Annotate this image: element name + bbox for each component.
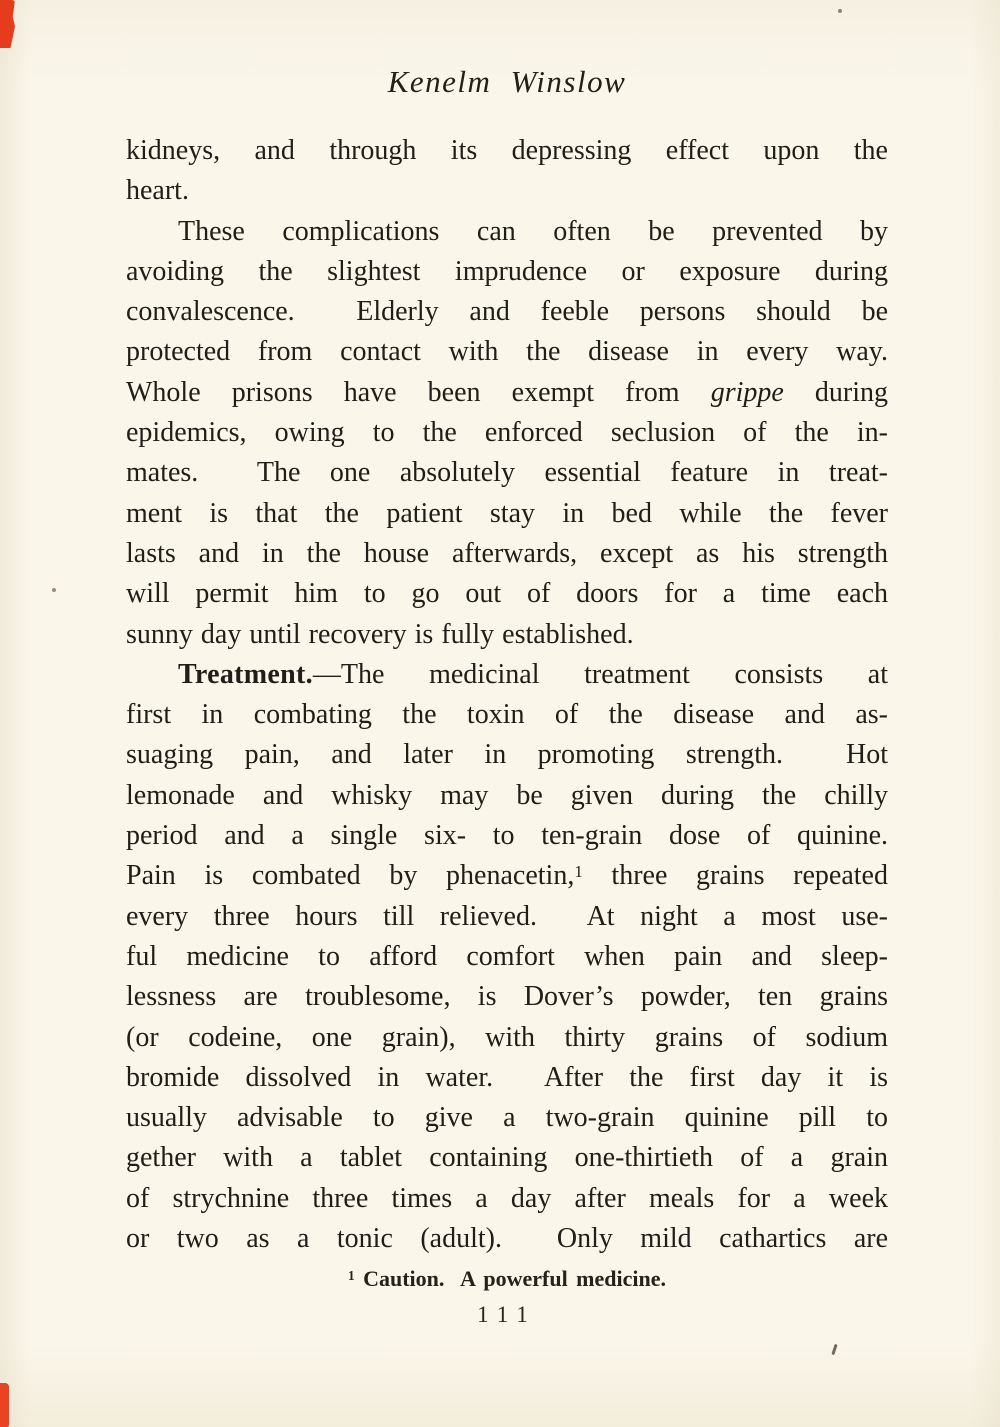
text-line: convalescence. Elderly and feeble persons should be <box>126 296 888 328</box>
text-line: ful medicine to afford comfort when pain and sleep- <box>126 940 888 972</box>
text-line: Pain is combated by phenacetin,$^1$ three grains repeated <box>126 860 888 892</box>
text-line: of strychnine three times a day after meals for a week <box>126 1182 888 1214</box>
text-line: ment is that the patient stay in bed while the fever <box>126 497 888 529</box>
text-line: Treatment.—The medicinal treatment consists at <box>178 658 888 690</box>
paragraph <box>126 655 888 1259</box>
scan-speck <box>838 9 842 13</box>
text-line: every three hours till relieved. At night a most use- <box>126 900 888 932</box>
text-line: lessness are troublesome, is Dover’s powder, ten grains <box>126 981 888 1013</box>
text-line: lemonade and whisky may be given during the chilly <box>126 779 888 811</box>
text-line: heart. <box>126 175 189 207</box>
footnote: $^1$ Caution. A powerful medicine. <box>348 1266 666 1291</box>
text-line: usually advisable to give a two-grain quinine pill to <box>126 1102 888 1134</box>
red-edge-mark-top <box>0 0 15 48</box>
text-line: epidemics, owing to the enforced seclusion of the in- <box>126 417 888 449</box>
text-line: will permit him to go out of doors for a time each <box>126 578 888 610</box>
text-line: mates. The one absolutely essential feature in treat- <box>126 457 888 489</box>
red-edge-mark-bottom <box>0 1383 9 1427</box>
text-line: These complications can often be prevented by <box>178 215 888 247</box>
text-line: first in combating the toxin of the disease and as- <box>126 699 888 731</box>
body-text-block <box>126 131 888 1259</box>
text-line: protected from contact with the disease in every way. <box>126 336 888 368</box>
paragraph <box>126 131 888 212</box>
text-line: gether with a tablet containing one-thirtieth of a grain <box>126 1142 888 1174</box>
text-line: bromide dissolved in water. After the first day it is <box>126 1061 888 1093</box>
page-number: 111 <box>477 1302 537 1327</box>
scan-speck <box>831 1344 837 1355</box>
text-line: suaging pain, and later in promoting strength. Hot <box>126 739 888 771</box>
text-line: avoiding the slightest imprudence or exposure during <box>126 255 888 287</box>
text-line: (or codeine, one grain), with thirty grains of sodium <box>126 1021 888 1053</box>
text-line: kidneys, and through its depressing effect upon the <box>126 135 888 166</box>
running-head-title: Kenelm Winslow <box>387 64 627 99</box>
text-line: Whole prisons have been exempt from grippe during <box>126 376 888 408</box>
paragraph <box>126 212 888 655</box>
scan-speck <box>52 588 56 592</box>
text-line: period and a single six- to ten-grain dose of quinine. <box>126 820 888 852</box>
text-line: lasts and in the house afterwards, except as his strength <box>126 537 888 569</box>
text-line: or two as a tonic (adult). Only mild cathartics are <box>126 1223 888 1255</box>
text-line: sunny day until recovery is fully established. <box>126 618 634 650</box>
